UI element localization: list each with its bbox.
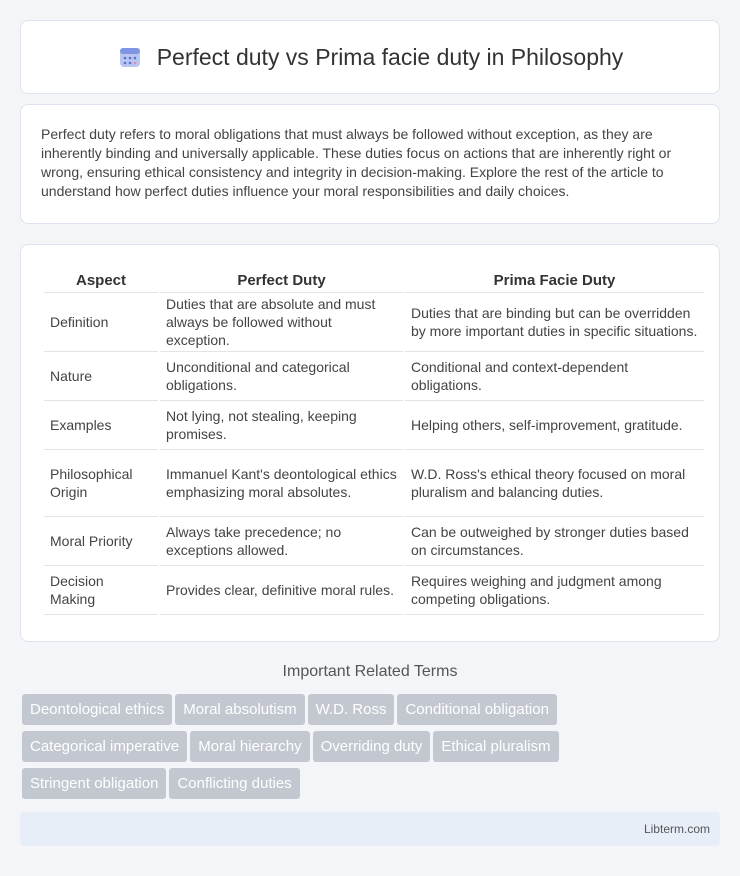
cell-prima-facie-duty: Requires weighing and judgment among competing obligations. <box>405 566 704 615</box>
related-terms-tags <box>22 694 722 805</box>
page-title: Perfect duty vs Prima facie duty in Philosophy <box>156 43 624 70</box>
tag-moral-hierarchy[interactable]: Moral hierarchy <box>190 731 309 762</box>
intro-text: Perfect duty refers to moral obligations that must always be followed without exception, as they are inherently binding and universally applicable. These duties focus on actions that are inherently right or wrong, ensuring ethical consistency and integrity in decision-making. Explore the rest of the article to understand how perfect duties influence your moral responsibilities and daily choices. <box>41 126 672 199</box>
comparison-table <box>42 263 706 615</box>
table-header-row <box>44 263 704 293</box>
cell-perfect-duty: Provides clear, definitive moral rules. <box>160 566 403 615</box>
cell-aspect: Decision Making <box>44 566 158 615</box>
tag-conflicting-duties[interactable]: Conflicting duties <box>169 768 299 799</box>
related-terms-title: Important Related Terms <box>282 663 458 680</box>
header-perfect-duty: Perfect Duty <box>160 263 403 293</box>
table-row <box>44 352 704 401</box>
cell-aspect: Moral Priority <box>44 517 158 566</box>
tag-stringent-obligation[interactable]: Stringent obligation <box>22 768 166 799</box>
intro-card <box>20 104 720 224</box>
cell-aspect: Nature <box>44 352 158 401</box>
cell-prima-facie-duty: Duties that are binding but can be overridden by more important duties in specific situations. <box>405 293 704 352</box>
table-row <box>44 566 704 615</box>
cell-prima-facie-duty: Conditional and context-dependent obligations. <box>405 352 704 401</box>
cell-perfect-duty: Unconditional and categorical obligations. <box>160 352 403 401</box>
cell-aspect: Definition <box>44 293 158 352</box>
comparison-table-card <box>20 244 720 642</box>
tag-overriding-duty[interactable]: Overriding duty <box>313 731 431 762</box>
cell-aspect: Examples <box>44 401 158 450</box>
table-row <box>44 401 704 450</box>
table-row <box>44 450 704 517</box>
cell-perfect-duty: Immanuel Kant's deontological ethics emphasizing moral absolutes. <box>160 450 403 517</box>
tag-moral-absolutism[interactable]: Moral absolutism <box>175 694 304 725</box>
header-aspect: Aspect <box>44 263 158 293</box>
cell-perfect-duty: Always take precedence; no exceptions allowed. <box>160 517 403 566</box>
tag-ethical-pluralism[interactable]: Ethical pluralism <box>433 731 558 762</box>
cell-prima-facie-duty: Can be outweighed by stronger duties based on circumstances. <box>405 517 704 566</box>
footer <box>20 812 720 846</box>
table-row <box>44 517 704 566</box>
cell-perfect-duty: Duties that are absolute and must always be followed without exception. <box>160 293 403 352</box>
header-card <box>20 20 720 94</box>
tag-categorical-imperative[interactable]: Categorical imperative <box>22 731 187 762</box>
cell-prima-facie-duty: Helping others, self-improvement, gratitude. <box>405 401 704 450</box>
tag-deontological-ethics[interactable]: Deontological ethics <box>22 694 172 725</box>
cell-aspect: Philosophical Origin <box>44 450 158 517</box>
footer-site-link[interactable]: Libterm.com <box>643 822 710 836</box>
tag-wd-ross[interactable]: W.D. Ross <box>308 694 395 725</box>
header-prima-facie-duty: Prima Facie Duty <box>405 263 704 293</box>
table-row <box>44 293 704 352</box>
cell-prima-facie-duty: W.D. Ross's ethical theory focused on moral pluralism and balancing duties. <box>405 450 704 517</box>
cell-perfect-duty: Not lying, not stealing, keeping promises. <box>160 401 403 450</box>
tag-conditional-obligation[interactable]: Conditional obligation <box>397 694 556 725</box>
calendar-grid-icon <box>117 44 143 70</box>
